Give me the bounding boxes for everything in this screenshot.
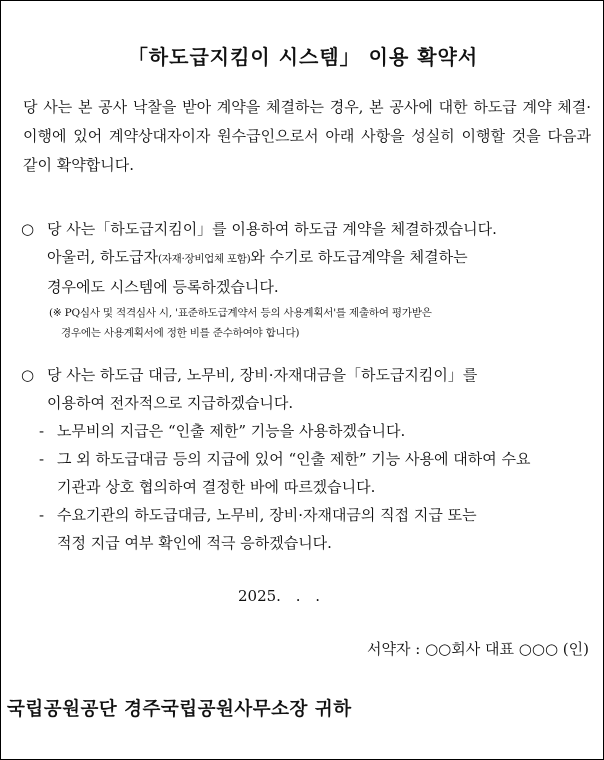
- sub1-line1: 노무비의 지급은 “인출 제한” 기능을 사용하겠습니다.: [57, 422, 406, 440]
- dash-marker: -: [39, 506, 45, 524]
- sub-item-withdrawal-limit: [21, 417, 593, 445]
- pledge-date: 2025. . .: [238, 587, 321, 605]
- dash-marker: -: [39, 450, 45, 468]
- item1-line3: 경우에도 시스템에 등록하겠습니다.: [47, 278, 279, 296]
- intro-paragraph: 당 사는 본 공사 낙찰을 받아 계약을 체결하는 경우, 본 공사에 대한 하도급 계약 체결·이행에 있어 계약상대자이자 원수급인으로서 아래 사항을 성실히 이행할 것을 다음과 같이 확약합니다.: [23, 98, 591, 174]
- item1-line1: 당 사는「하도급지킴이」를 이용하여 하도급 계약을 체결하겠습니다.: [47, 220, 497, 238]
- pledge-item-system-use: [21, 215, 593, 343]
- item1-line2: [47, 243, 593, 273]
- pledge-item-body: [47, 215, 593, 301]
- document-title: 「하도급지킴이 시스템」 이용 확약서: [127, 45, 479, 69]
- sub3-line2: 적정 지급 여부 확인에 적극 응하겠습니다.: [57, 534, 332, 552]
- item2-line1: 당 사는 하도급 대금, 노무비, 장비·자재대금을「하도급지킴이」를: [47, 366, 478, 384]
- item1-line2-prefix: 아울러, 하도급자: [47, 248, 158, 266]
- item1-line2-small: (자재·장비업체 포함): [157, 253, 251, 265]
- signer-line: 서약자 : ○○회사 대표 ○○○ (인): [367, 640, 589, 658]
- item1-line2-suffix: 와 수기로 하도급계약을 체결하는: [250, 248, 468, 266]
- dash-marker: -: [39, 422, 45, 440]
- bullet-circle-icon: ○: [21, 220, 35, 238]
- item2-line2: 이용하여 전자적으로 지급하겠습니다.: [47, 394, 294, 412]
- item1-note-line1: (※ PQ심사 및 적격심사 시, '표준하도급계약서 등의 사용계획서'를 제출하여 평가받은: [49, 307, 432, 319]
- sub2-line1: 그 외 하도급대금 등의 지급에 있어 “인출 제한” 기능 사용에 대하여 수요: [57, 450, 531, 468]
- sub-item-other-payments: [21, 445, 593, 501]
- item1-note-line2: 경우에는 사용계획서에 정한 비를 준수하여야 합니다): [61, 327, 300, 339]
- sub-item-direct-payment: [21, 501, 593, 557]
- sub3-line1: 수요기관의 하도급대금, 노무비, 장비·자재대금의 직접 지급 또는: [57, 506, 477, 524]
- bullet-circle-icon: ○: [21, 366, 35, 384]
- pledge-item-body: [47, 361, 593, 417]
- sub2-line2: 기관과 상호 협의하여 결정한 바에 따르겠습니다.: [57, 478, 376, 496]
- pledge-item-electronic-payment: [21, 361, 593, 557]
- addressee: 국립공원공단 경주국립공원사무소장 귀하: [7, 699, 352, 720]
